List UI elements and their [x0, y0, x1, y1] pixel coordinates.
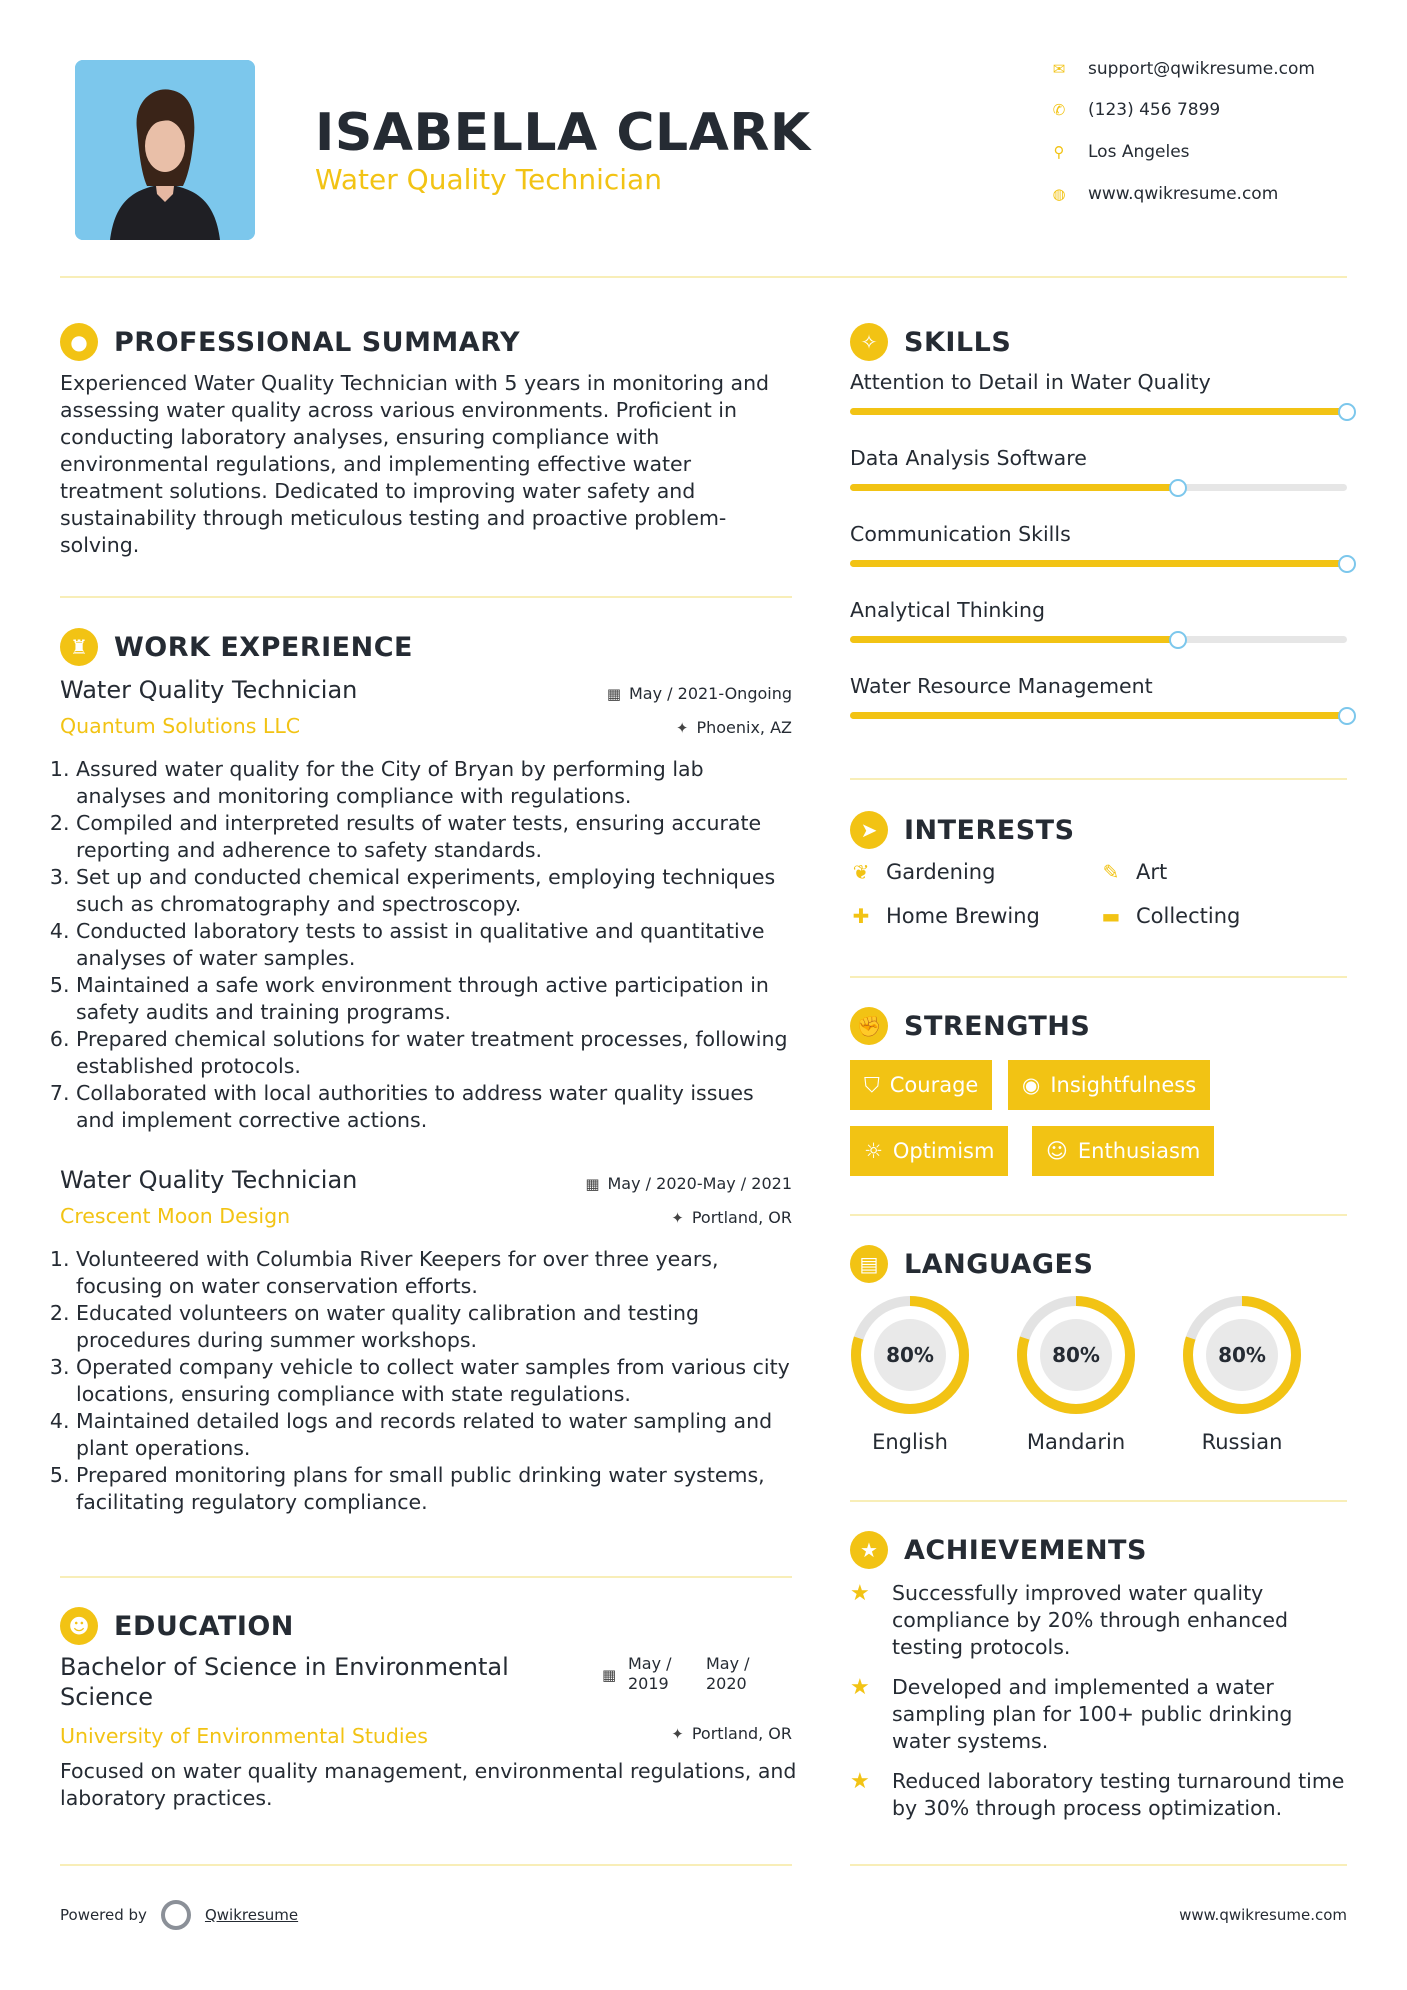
list-item: 6. Prepared chemical solutions for water treatment processes, following established protocols. — [76, 1026, 796, 1080]
skill-item — [850, 522, 1347, 582]
candidate-title: Water Quality Technician — [315, 163, 662, 196]
interests-heading — [850, 810, 1075, 850]
school-name: University of Environmental Studies — [60, 1724, 428, 1748]
star-icon: ★ — [850, 1531, 888, 1569]
brand-link[interactable]: Qwikresume — [204, 1906, 299, 1924]
leaf-icon: ❦ — [852, 860, 870, 884]
achievement-text: Successfully improved water quality compliance by 20% through enhanced testing protocols. — [892, 1581, 1288, 1659]
interest-item — [1100, 860, 1167, 884]
language-percent: 80% — [1218, 1343, 1266, 1367]
interest-label: Gardening — [886, 860, 996, 884]
star-icon: ★ — [850, 1675, 870, 1700]
job-dates — [540, 684, 792, 703]
skill-item — [850, 674, 1347, 734]
languages-heading-text: LANGUAGES — [904, 1248, 1094, 1280]
contact-website-text: www.qwikresume.com — [1088, 184, 1279, 204]
strength-tag — [1008, 1060, 1210, 1110]
job-dates — [520, 1174, 792, 1193]
summary-divider — [60, 596, 792, 598]
achievements-heading-text: ACHIEVEMENTS — [904, 1534, 1147, 1566]
skill-level-handle — [1338, 403, 1356, 421]
job-location-text: Phoenix, AZ — [696, 718, 792, 737]
language-label: Russian — [1201, 1430, 1283, 1454]
strengths-divider — [850, 1214, 1347, 1216]
education-description: Focused on water quality management, environmental regulations, and laboratory practices. — [60, 1759, 797, 1810]
globe-icon: ◍ — [1052, 185, 1066, 203]
skill-label: Analytical Thinking — [850, 598, 1045, 622]
language-item — [1177, 1290, 1307, 1470]
education-start: May / 2019 — [628, 1654, 672, 1693]
skill-item — [850, 370, 1347, 430]
interest-label: Collecting — [1136, 904, 1241, 928]
summary-text: Experienced Water Quality Technician with 5 years in monitoring and assessing water quality across various environments. Proficient in conducting laboratory analyses, ensuring compliance with environmental regulations, and implementing effective water treatment solutions. Dedicated to improving water safety and sustainability through meticulous testing and proactive problem-solving. — [60, 371, 770, 557]
strengths-heading — [850, 1006, 1090, 1046]
degree-title: Bachelor of Science in Environmental Science — [60, 1653, 509, 1711]
list-item: 3. Set up and conducted chemical experiments, employing techniques such as chromatography and spectroscopy. — [76, 864, 796, 918]
languages-list — [845, 1290, 1345, 1470]
list-item: 3. Operated company vehicle to collect water samples from various city locations, ensuring compliance with state regulations. — [76, 1354, 796, 1408]
job-location — [540, 718, 792, 737]
skill-bar-track — [850, 636, 1347, 643]
brush-icon: ✎ — [1102, 860, 1120, 884]
achievement-item — [850, 1768, 1350, 1822]
experience-heading-text: WORK EXPERIENCE — [114, 631, 413, 663]
phone-icon: ✆ — [1052, 101, 1066, 119]
language-ring — [1011, 1290, 1141, 1420]
language-ring — [845, 1290, 975, 1420]
job-title: Water Quality Technician — [60, 676, 358, 704]
language-percent: 80% — [1052, 1343, 1100, 1367]
envelope-icon: ✉ — [1052, 60, 1066, 78]
skill-level-handle — [1338, 707, 1356, 725]
star-icon: ★ — [850, 1769, 870, 1794]
skill-label: Attention to Detail in Water Quality — [850, 370, 1211, 394]
language-label: English — [872, 1430, 948, 1454]
list-item: 1. Volunteered with Columbia River Keepers for over three years, focusing on water conservation efforts. — [76, 1246, 796, 1300]
education-dates — [602, 1654, 802, 1698]
skill-bar-track — [850, 408, 1347, 415]
contact-location — [1050, 140, 1370, 164]
achievement-item — [850, 1580, 1350, 1661]
list-item: 2. Compiled and interpreted results of water tests, ensuring accurate reporting and adherence to safety standards. — [76, 810, 796, 864]
job-dates-text: May / 2020-May / 2021 — [607, 1174, 792, 1193]
skill-bar-fill — [850, 408, 1347, 415]
skills-heading — [850, 322, 1011, 362]
education-end: May / 2020 — [706, 1654, 750, 1693]
footer-website[interactable]: www.qwikresume.com — [1179, 1906, 1347, 1924]
strength-label: Courage — [889, 1073, 979, 1097]
language-item — [845, 1290, 975, 1470]
education-heading — [60, 1606, 294, 1646]
skill-bar-fill — [850, 712, 1347, 719]
skill-level-handle — [1338, 555, 1356, 573]
strength-tag — [850, 1126, 1008, 1176]
list-item: 7. Collaborated with local authorities to address water quality issues and implement corrective actions. — [76, 1080, 796, 1134]
interest-item — [850, 904, 1040, 928]
list-item: 4. Maintained detailed logs and records related to water sampling and plant operations. — [76, 1408, 796, 1462]
pin-icon: ✦ — [671, 1208, 684, 1227]
education-divider — [60, 1864, 792, 1866]
contact-location-text: Los Angeles — [1088, 142, 1190, 162]
contact-website[interactable] — [1050, 182, 1370, 206]
achievement-item — [850, 1674, 1350, 1755]
skill-bar-fill — [850, 484, 1178, 491]
education-location — [540, 1724, 792, 1743]
contact-phone-text: (123) 456 7899 — [1088, 100, 1221, 120]
summary-heading — [60, 322, 520, 362]
star-icon: ★ — [850, 1581, 870, 1606]
skill-bar-track — [850, 484, 1347, 491]
interests-heading-text: INTERESTS — [904, 814, 1075, 846]
strength-label: Enthusiasm — [1077, 1139, 1201, 1163]
calendar-icon: ▦ — [585, 1174, 600, 1193]
footer-powered-by — [60, 1900, 298, 1930]
skill-item — [850, 598, 1347, 658]
language-percent: 80% — [886, 1343, 934, 1367]
skill-label: Water Resource Management — [850, 674, 1153, 698]
map-pin-icon: ⚲ — [1053, 143, 1065, 161]
interest-label: Home Brewing — [886, 904, 1040, 928]
powered-by-text: Powered by — [60, 1906, 147, 1924]
profile-photo — [75, 60, 255, 240]
language-item — [1011, 1290, 1141, 1470]
languages-divider — [850, 1500, 1347, 1502]
languages-heading — [850, 1244, 1093, 1284]
job-location-text: Portland, OR — [691, 1208, 792, 1227]
strength-label: Optimism — [892, 1139, 995, 1163]
interest-label: Art — [1136, 860, 1168, 884]
strength-tag — [850, 1060, 992, 1110]
skill-level-handle — [1169, 631, 1187, 649]
skill-bar-track — [850, 560, 1347, 567]
list-item: 2. Educated volunteers on water quality calibration and testing procedures during summer workshops. — [76, 1300, 796, 1354]
pin-icon: ✦ — [675, 718, 689, 737]
translate-icon: ▤ — [850, 1245, 888, 1283]
eye-icon: ◉ — [1022, 1073, 1041, 1097]
shield-icon: ⛉ — [864, 1072, 880, 1097]
job-location — [540, 1208, 792, 1227]
person-portrait-icon — [75, 60, 255, 240]
strengths-heading-text: STRENGTHS — [904, 1010, 1091, 1042]
header-divider — [60, 276, 1347, 278]
list-item: 4. Conducted laboratory tests to assist in qualitative and quantitative analyses of water samples. — [76, 918, 796, 972]
strength-label: Insightfulness — [1050, 1073, 1197, 1097]
achievement-text: Developed and implemented a water sampling plan for 100+ public drinking water systems. — [892, 1675, 1293, 1753]
calendar-icon: ▦ — [602, 1666, 617, 1684]
paper-plane-icon: ➤ — [850, 811, 888, 849]
experience-heading — [60, 627, 413, 667]
calendar-icon: ▦ — [606, 684, 621, 703]
achievements-heading — [850, 1530, 1147, 1570]
list-item: 5. Prepared monitoring plans for small public drinking water systems, facilitating regulatory compliance. — [76, 1462, 796, 1516]
list-item: 1. Assured water quality for the City of Bryan by performing lab analyses and monitoring compliance with regulations. — [76, 756, 796, 810]
skills-divider — [850, 778, 1347, 780]
graduate-icon: ☻ — [60, 1607, 98, 1645]
fist-icon: ✊ — [850, 1007, 888, 1045]
user-icon: ● — [60, 323, 98, 361]
contact-email-text: support@qwikresume.com — [1088, 59, 1315, 79]
lightbulb-icon: ✧ — [850, 323, 888, 361]
skill-item — [850, 446, 1347, 506]
achievements-divider — [850, 1864, 1347, 1866]
education-heading-text: EDUCATION — [114, 1610, 294, 1642]
smile-icon: ☺ — [1046, 1139, 1068, 1163]
qwikresume-logo-icon — [161, 1900, 191, 1930]
education-location-text: Portland, OR — [691, 1724, 792, 1743]
strength-tag — [1032, 1126, 1214, 1176]
achievement-text: Reduced laboratory testing turnaround time by 30% through process optimization. — [892, 1769, 1345, 1820]
pin-icon: ✦ — [671, 1724, 684, 1743]
contact-phone[interactable] — [1050, 98, 1370, 122]
job-title: Water Quality Technician — [60, 1166, 358, 1194]
job-responsibilities — [56, 756, 796, 1134]
summary-heading-text: PROFESSIONAL SUMMARY — [114, 326, 521, 358]
skill-bar-fill — [850, 636, 1178, 643]
skill-bar-fill — [850, 560, 1347, 567]
skill-label: Communication Skills — [850, 522, 1071, 546]
interests-divider — [850, 976, 1347, 978]
sun-icon: ☼ — [864, 1139, 883, 1163]
job-dates-text: May / 2021-Ongoing — [629, 684, 792, 703]
job-responsibilities — [56, 1246, 796, 1516]
language-ring — [1177, 1290, 1307, 1420]
skill-level-handle — [1169, 479, 1187, 497]
skill-bar-track — [850, 712, 1347, 719]
archive-icon: ▬ — [1101, 904, 1121, 928]
job-company: Quantum Solutions LLC — [60, 714, 301, 738]
puzzle-icon: ✚ — [852, 904, 870, 928]
language-label: Mandarin — [1026, 1430, 1126, 1454]
skills-heading-text: SKILLS — [904, 326, 1012, 358]
skill-label: Data Analysis Software — [850, 446, 1087, 470]
list-item: 5. Maintained a safe work environment through active participation in safety audits and training programs. — [76, 972, 796, 1026]
contact-email[interactable] — [1050, 57, 1370, 81]
candidate-name: ISABELLA CLARK — [315, 103, 811, 163]
job-company: Crescent Moon Design — [60, 1204, 291, 1228]
interest-item — [850, 860, 995, 884]
interest-item — [1100, 904, 1240, 928]
experience-divider — [60, 1576, 792, 1578]
chair-icon: ♜ — [60, 628, 98, 666]
